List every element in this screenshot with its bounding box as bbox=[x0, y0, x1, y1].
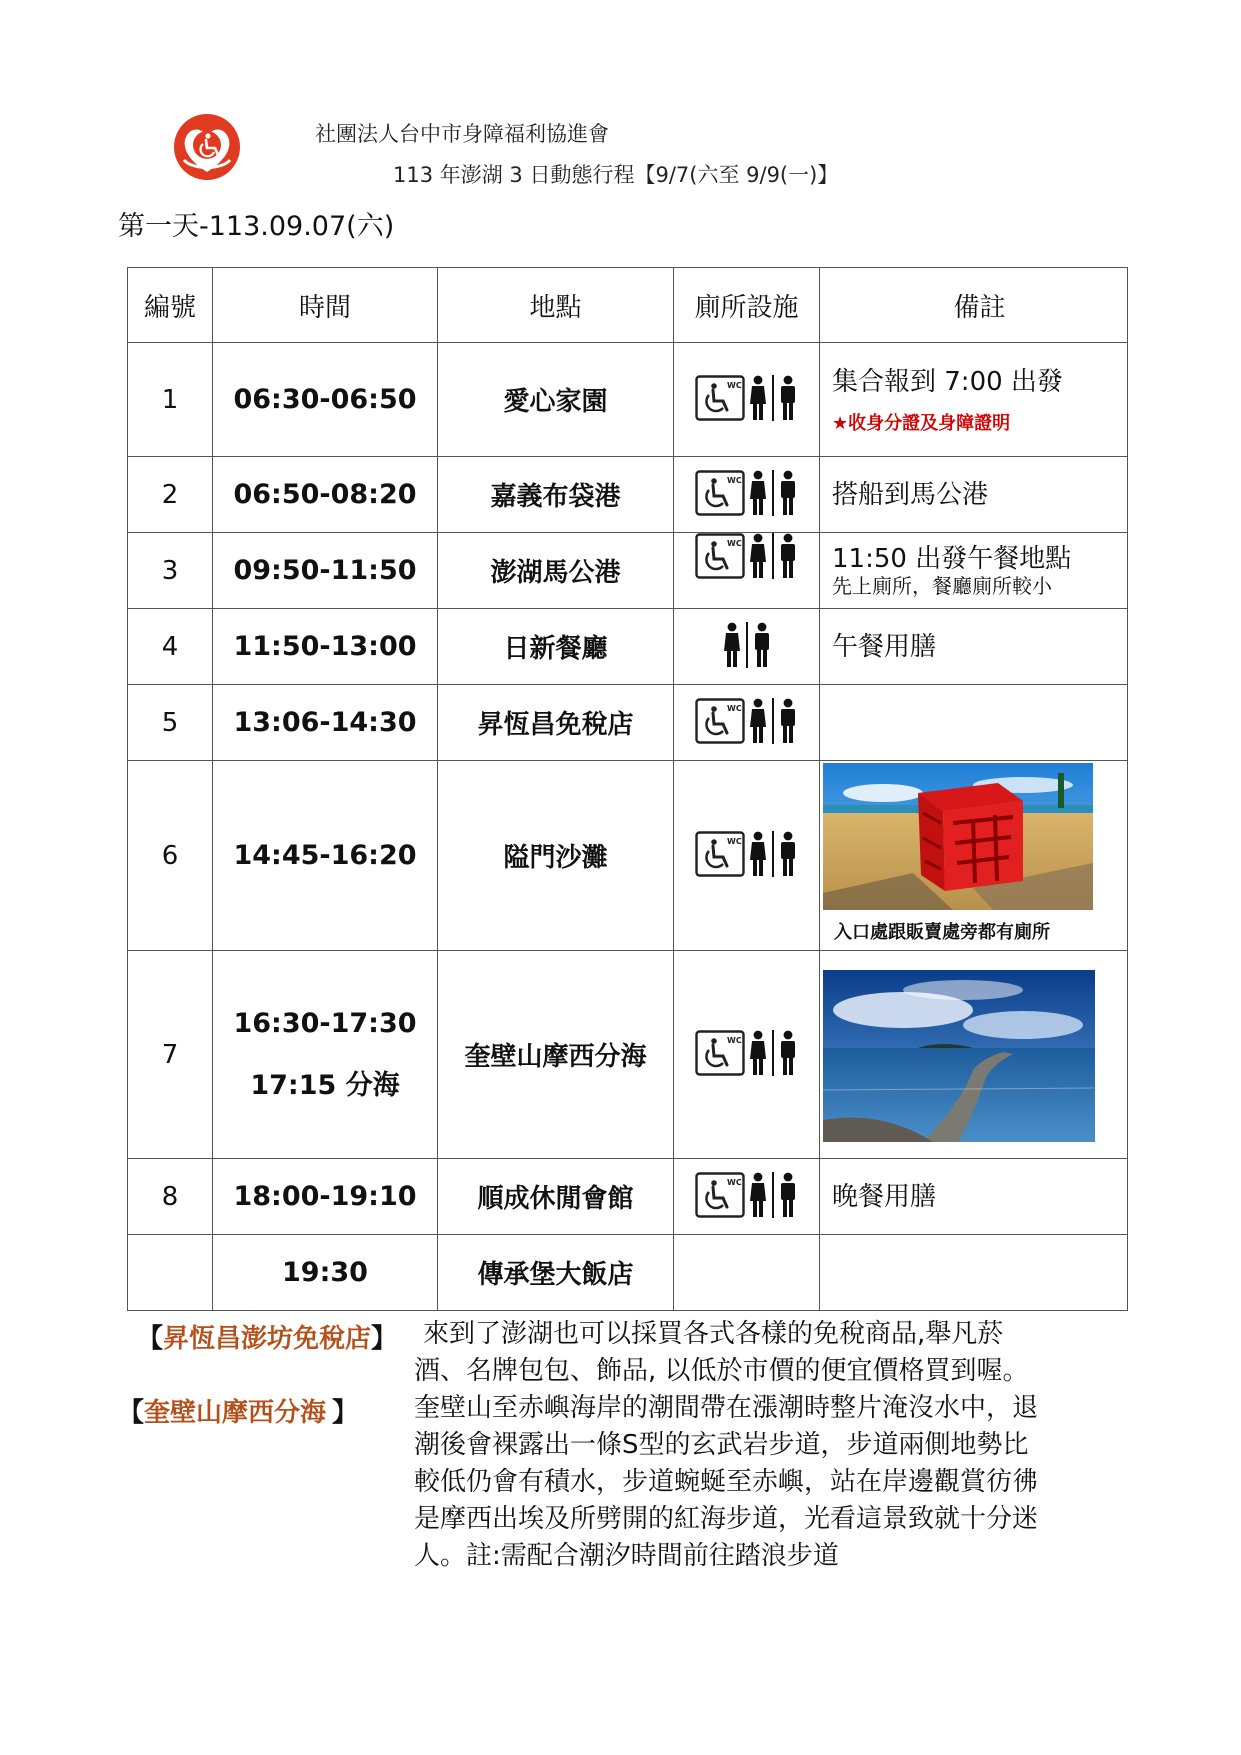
bracket-open: 【 bbox=[137, 1324, 164, 1354]
duty-free-description-line2: 酒、名牌包包、飾品, 以低於市價的便宜價格買到喔。 bbox=[414, 1356, 1029, 1386]
description-line: 奎壁山至赤嶼海岸的潮間帶在漲潮時整片淹沒水中，退 bbox=[414, 1393, 1039, 1423]
male-toilet-icon bbox=[778, 1030, 798, 1076]
header-number: 編號 bbox=[128, 268, 213, 343]
divider-icon bbox=[771, 470, 775, 516]
male-toilet-icon bbox=[778, 698, 798, 744]
itinerary-subtitle: 113 年澎湖 3 日動態行程【9/7(六至 9/9(一)】 bbox=[393, 163, 839, 187]
moses-sea-description bbox=[414, 1390, 1134, 1575]
row-time: 09:50-11:50 bbox=[213, 533, 438, 609]
row-number: 4 bbox=[128, 609, 213, 685]
row-place: 日新餐廳 bbox=[438, 609, 674, 685]
accessible-toilet-icon bbox=[695, 698, 745, 744]
row-note bbox=[820, 609, 1128, 685]
description-line: 人。註:需配合潮汐時間前往踏浪步道 bbox=[414, 1541, 839, 1571]
tide-time: 17:15 分海 bbox=[250, 1069, 400, 1101]
row-time: 18:00-19:10 bbox=[213, 1159, 438, 1235]
divider-icon bbox=[771, 831, 775, 877]
row-note bbox=[820, 533, 1128, 609]
note-subtext: 先上廁所，餐廳廁所較小 bbox=[832, 573, 1052, 598]
male-toilet-icon bbox=[752, 622, 772, 668]
divider-icon bbox=[771, 533, 775, 579]
day-title: 第一天-113.09.07(六) bbox=[118, 211, 395, 242]
female-toilet-icon bbox=[722, 622, 742, 668]
female-toilet-icon bbox=[748, 533, 768, 579]
row-note bbox=[820, 685, 1128, 761]
duty-free-name: 昇恆昌澎坊免稅店 bbox=[163, 1324, 372, 1354]
organization-name: 社團法人台中市身障福利協進會 bbox=[315, 122, 609, 146]
description-line: 是摩西出埃及所劈開的紅海步道，光看這景致就十分迷 bbox=[414, 1504, 1039, 1534]
row-time bbox=[213, 951, 438, 1159]
male-toilet-icon bbox=[778, 375, 798, 421]
table-row bbox=[128, 761, 1128, 951]
header-toilet: 廁所設施 bbox=[674, 268, 820, 343]
table-row bbox=[128, 533, 1128, 609]
row-note bbox=[820, 343, 1128, 457]
row-time: 11:50-13:00 bbox=[213, 609, 438, 685]
toilet-facilities bbox=[674, 951, 820, 1159]
time-range: 16:30-17:30 bbox=[233, 1007, 417, 1039]
female-toilet-icon bbox=[748, 375, 768, 421]
row-number bbox=[128, 1235, 213, 1311]
accessible-toilet-icon bbox=[695, 1172, 745, 1218]
female-toilet-icon bbox=[748, 698, 768, 744]
moses-sea-parting-photo bbox=[823, 970, 1095, 1142]
female-toilet-icon bbox=[748, 1172, 768, 1218]
row-number: 5 bbox=[128, 685, 213, 761]
row-number: 6 bbox=[128, 761, 213, 951]
table-row bbox=[128, 457, 1128, 533]
row-note bbox=[820, 761, 1128, 951]
row-place: 順成休閒會館 bbox=[438, 1159, 674, 1235]
accessible-toilet-icon bbox=[695, 533, 745, 579]
toilet-facilities bbox=[674, 1159, 820, 1235]
beach-sculpture-photo bbox=[823, 763, 1093, 910]
toilet-facilities bbox=[674, 533, 820, 609]
row-time: 19:30 bbox=[213, 1235, 438, 1311]
male-toilet-icon bbox=[778, 470, 798, 516]
bracket-close: 】 bbox=[371, 1324, 398, 1354]
row-number: 2 bbox=[128, 457, 213, 533]
table-row bbox=[128, 343, 1128, 457]
note-text: 午餐用膳 bbox=[832, 631, 937, 662]
row-time: 06:30-06:50 bbox=[213, 343, 438, 457]
divider-icon bbox=[745, 622, 749, 668]
divider-icon bbox=[771, 1172, 775, 1218]
toilet-facilities bbox=[674, 343, 820, 457]
row-place: 昇恆昌免稅店 bbox=[438, 685, 674, 761]
toilet-facilities bbox=[674, 1235, 820, 1311]
row-place: 愛心家園 bbox=[438, 343, 674, 457]
moses-sea-name: 奎壁山摩西分海 bbox=[144, 1398, 327, 1428]
accessible-toilet-icon bbox=[695, 375, 745, 421]
row-note bbox=[820, 1235, 1128, 1311]
toilet-facilities bbox=[674, 685, 820, 761]
table-row bbox=[128, 951, 1128, 1159]
itinerary-table bbox=[127, 267, 1128, 1311]
male-toilet-icon bbox=[778, 533, 798, 579]
association-logo bbox=[172, 112, 242, 182]
header-time: 時間 bbox=[213, 268, 438, 343]
description-line: 潮後會裸露出一條S型的玄武岩步道，步道兩側地勢比 bbox=[414, 1430, 1029, 1460]
divider-icon bbox=[771, 1030, 775, 1076]
description-line: 較低仍會有積水，步道蜿蜒至赤嶼，站在岸邊觀賞彷彿 bbox=[414, 1467, 1039, 1497]
row-time: 06:50-08:20 bbox=[213, 457, 438, 533]
male-toilet-icon bbox=[778, 1172, 798, 1218]
row-place: 奎壁山摩西分海 bbox=[438, 951, 674, 1159]
note-reminder: ★收身分證及身障證明 bbox=[832, 412, 1011, 434]
table-row bbox=[128, 1235, 1128, 1311]
row-place: 隘門沙灘 bbox=[438, 761, 674, 951]
row-note bbox=[820, 457, 1128, 533]
toilet-facilities bbox=[674, 761, 820, 951]
duty-free-description-line1: 來到了澎湖也可以採買各式各樣的免稅商品,舉凡菸 bbox=[423, 1319, 1004, 1349]
female-toilet-icon bbox=[748, 470, 768, 516]
table-row bbox=[128, 685, 1128, 761]
note-text: 入口處跟販賣處旁都有廁所 bbox=[834, 922, 1050, 943]
row-number: 3 bbox=[128, 533, 213, 609]
row-place: 澎湖馬公港 bbox=[438, 533, 674, 609]
male-toilet-icon bbox=[778, 831, 798, 877]
row-place: 傳承堡大飯店 bbox=[438, 1235, 674, 1311]
row-note bbox=[820, 1159, 1128, 1235]
note-text: 晚餐用膳 bbox=[832, 1181, 937, 1212]
accessible-toilet-icon bbox=[695, 1030, 745, 1076]
accessible-toilet-icon bbox=[695, 831, 745, 877]
note-text: 11:50 出發午餐地點 bbox=[832, 543, 1072, 574]
bracket-close: 】 bbox=[332, 1398, 359, 1428]
row-time: 13:06-14:30 bbox=[213, 685, 438, 761]
table-row bbox=[128, 1159, 1128, 1235]
toilet-facilities bbox=[674, 609, 820, 685]
accessible-toilet-icon bbox=[695, 470, 745, 516]
duty-free-label bbox=[137, 1318, 397, 1355]
female-toilet-icon bbox=[748, 831, 768, 877]
table-row bbox=[128, 609, 1128, 685]
row-number: 1 bbox=[128, 343, 213, 457]
row-number: 8 bbox=[128, 1159, 213, 1235]
header-place: 地點 bbox=[438, 268, 674, 343]
note-text: 搭船到馬公港 bbox=[832, 479, 989, 510]
divider-icon bbox=[771, 375, 775, 421]
row-note bbox=[820, 951, 1128, 1159]
divider-icon bbox=[771, 698, 775, 744]
bracket-open: 【 bbox=[118, 1398, 145, 1428]
row-place: 嘉義布袋港 bbox=[438, 457, 674, 533]
header-note: 備註 bbox=[820, 268, 1128, 343]
toilet-facilities bbox=[674, 457, 820, 533]
moses-sea-label bbox=[118, 1392, 358, 1429]
female-toilet-icon bbox=[748, 1030, 768, 1076]
row-number: 7 bbox=[128, 951, 213, 1159]
row-time: 14:45-16:20 bbox=[213, 761, 438, 951]
table-header-row bbox=[128, 268, 1128, 343]
note-text: 集合報到 7:00 出發 bbox=[832, 366, 1063, 397]
